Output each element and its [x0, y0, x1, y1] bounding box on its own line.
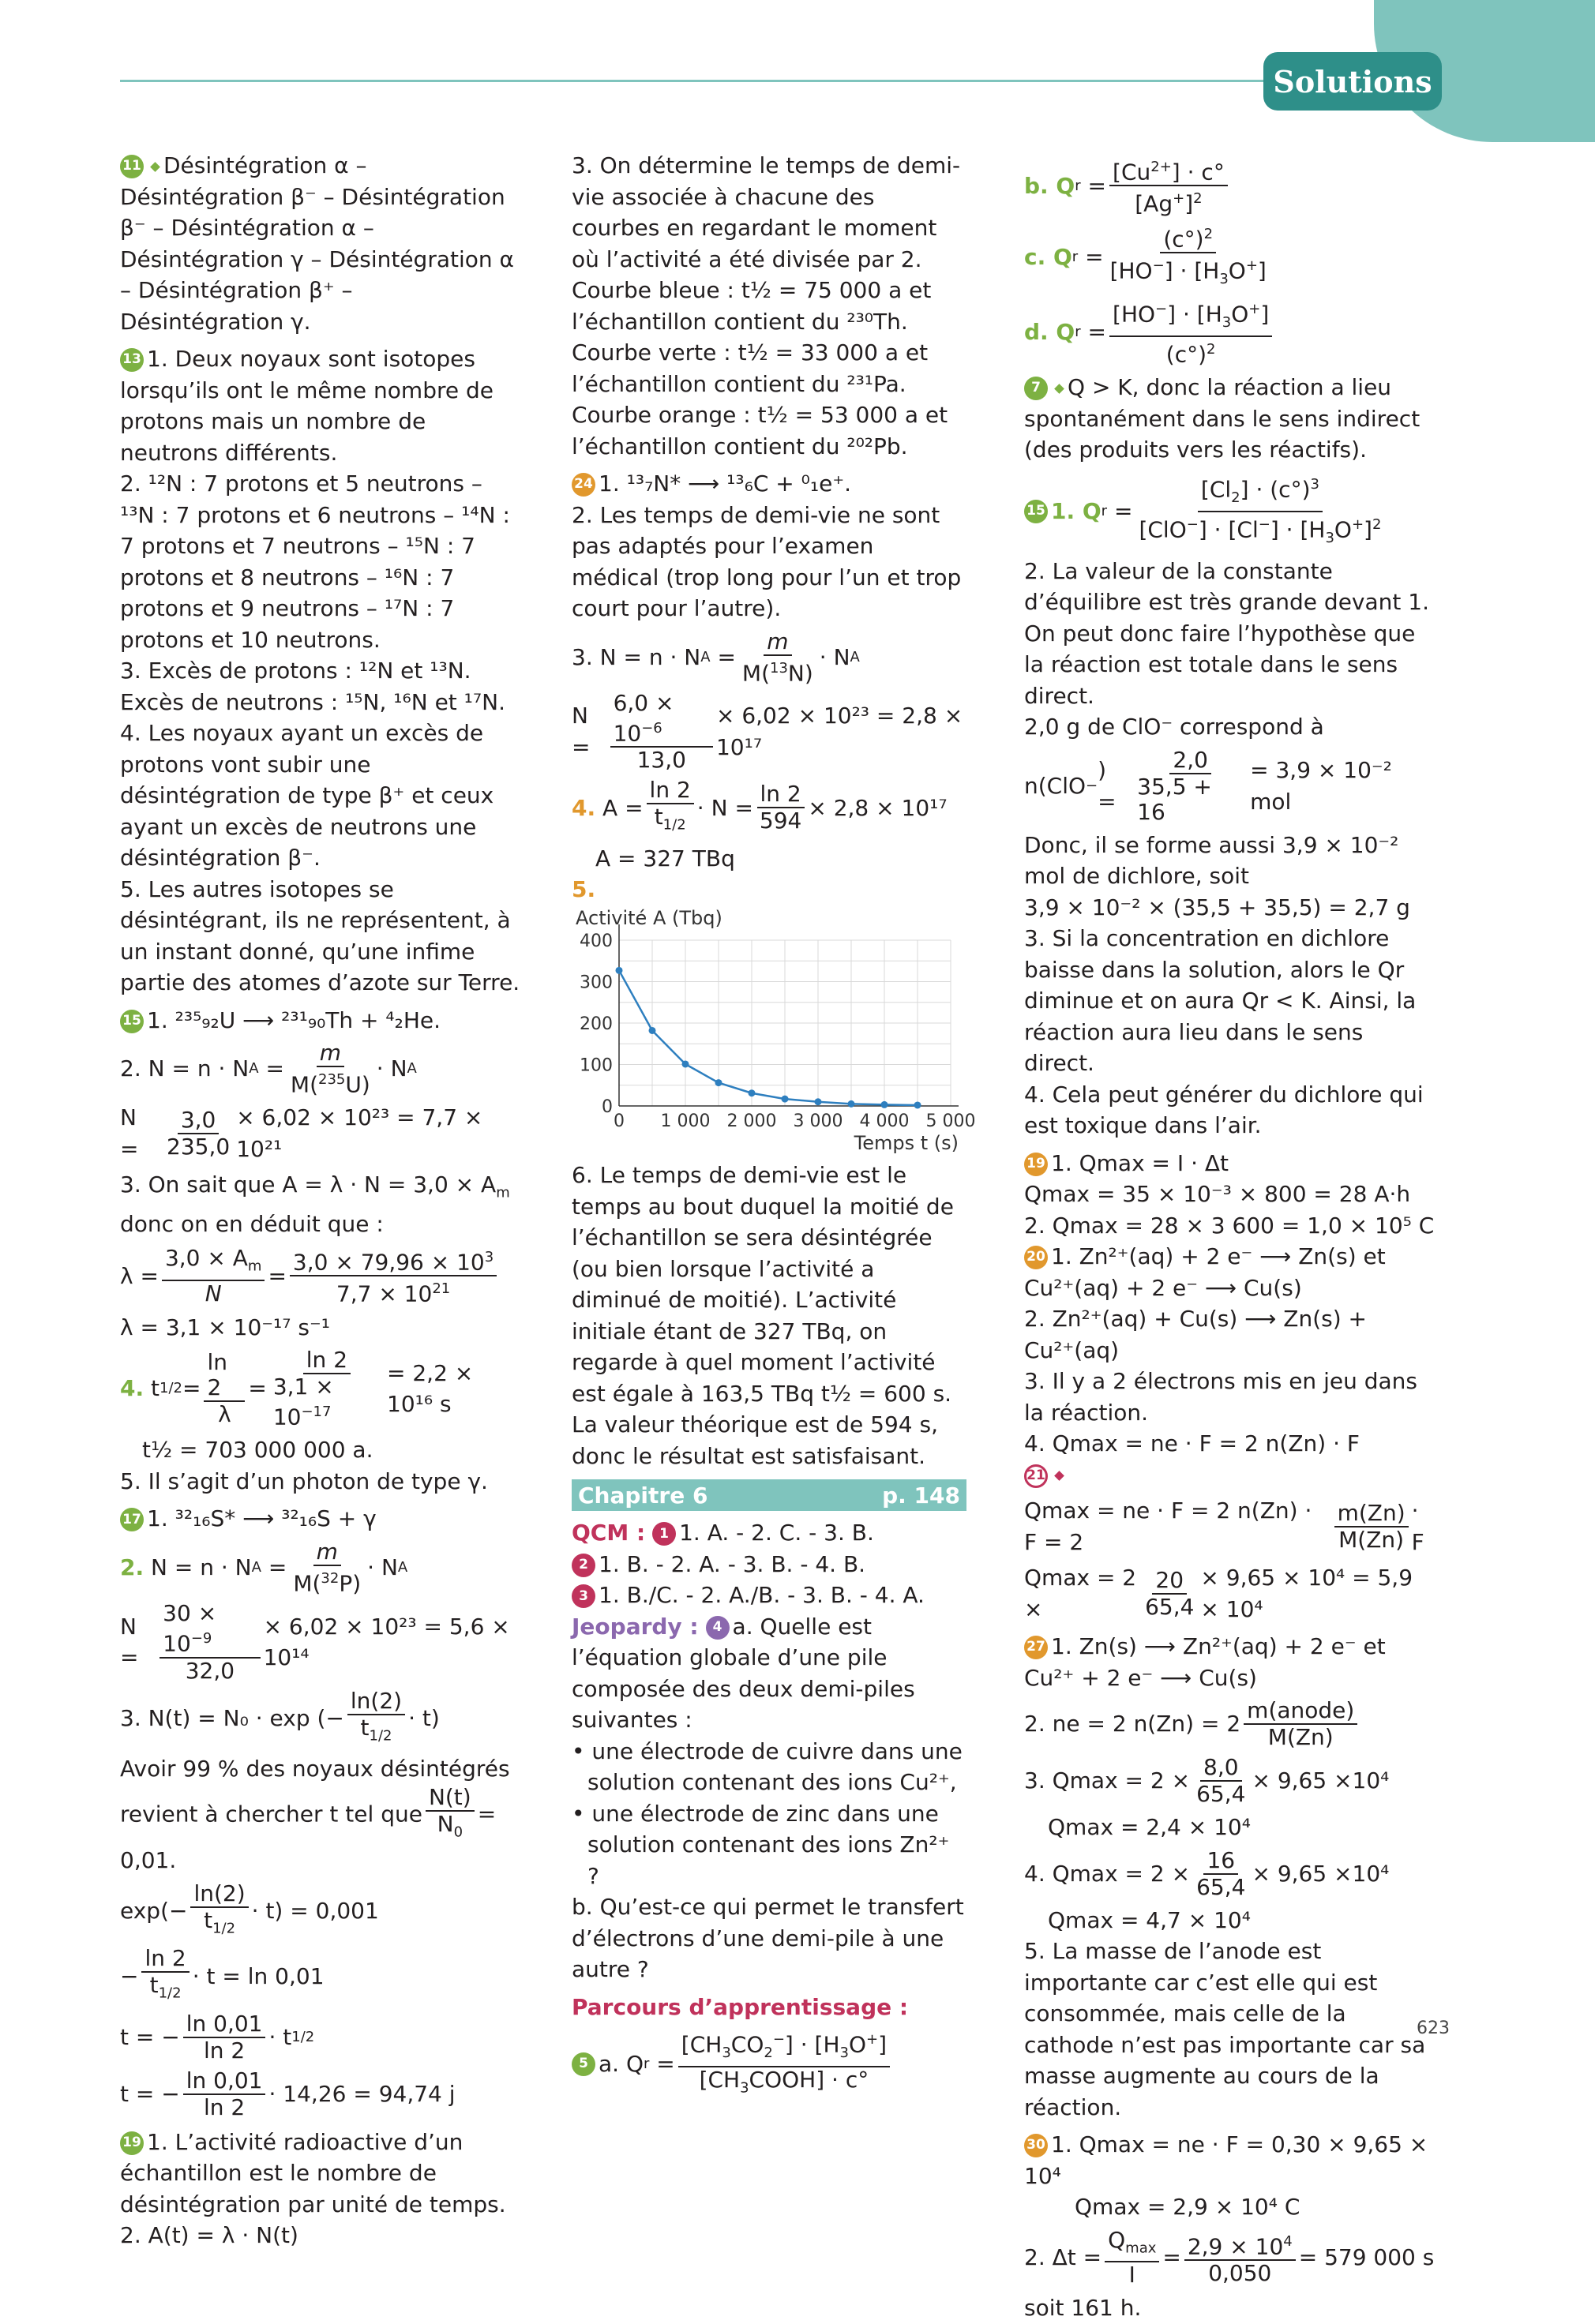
eq-c: c. Q r = $(c^\circ)^2$ $[HO^-] \cdot [H_3O^+]$	[1024, 222, 1435, 292]
x-tick-label: 4 000	[859, 1111, 910, 1131]
ex-number-badge: 5	[572, 2052, 595, 2076]
ex21-eq1: Qmax = ne · F = 2 n(Zn) · F = 2 m(Zn) M(Zn) · F	[1024, 1497, 1424, 1555]
qcm-line-3: 3 1. B./C. - 2. A./B. - 3. B. - 4. A.	[572, 1580, 966, 1611]
ex-number-badge: 19	[1024, 1153, 1048, 1176]
y-tick-label: 0	[602, 1096, 613, 1117]
jeopardy-b: b. Qu’est-ce qui permet le transfert d’électrons d’une demi-pile à une autre ?	[572, 1894, 964, 1983]
data-point	[616, 967, 623, 974]
header-rule	[120, 80, 1273, 82]
ex30-p2c: soit 161 h.	[1024, 2295, 1142, 2322]
diamond-icon	[150, 162, 160, 172]
ex19-p1: 19 1. L’activité radioactive d’un échantillon est le nombre de désintégration par unité de temps.	[120, 2128, 506, 2217]
y-tick-label: 100	[580, 1055, 613, 1076]
page-number: 623	[1417, 2019, 1450, 2038]
y-tick-label: 200	[580, 1014, 613, 1034]
data-point	[848, 1100, 855, 1108]
ex17-eq6: − ln 2 $t_{1/2}$ · t = ln 0,01	[120, 1945, 325, 2002]
ex15-p2: 2. La valeur de la constante d’équilibre est très grande devant 1. On peut donc faire l’hypothèse que la réaction est totale dans le sens direct.	[1024, 557, 1429, 709]
qcm-line-2: 2 1. B. - 2. A. - 3. B. - 4. B.	[572, 1549, 966, 1580]
jeopardy: Jeopardy : 4 a. Quelle est l’équation globale d’une pile composée des deux demi-piles suivantes :	[572, 1613, 915, 1734]
ex-number-badge: 27	[1024, 1636, 1048, 1659]
ex15-p3: 3. On sait que $A = \lambda \cdot N = 3,0 \times A_m$	[120, 1171, 510, 1201]
ex19-p2: 2. A(t) = λ · N(t)	[120, 2222, 298, 2249]
ex15-eq2: 2. N = n · N A = m M($^{235}$U) · N A	[120, 1040, 417, 1098]
diamond-icon	[1054, 1471, 1064, 1481]
c2-p3: 3. On détermine le temps de demi-vie associée à chacune des courbes en regardant le moment où l’activité a été divisée par 2.	[572, 152, 961, 272]
ex19-p2: 2. Qmax = 28 × 3 600 = 1,0 × 10⁵ C	[1024, 1212, 1435, 1239]
ex15-eq2b: N = $\frac{3,0}{235,0}$ × 6,02 × 10²³ = 7,7 × 10²¹	[120, 1104, 483, 1162]
data-point	[749, 1089, 756, 1096]
ex24-eq3: 3. N = n · N A = m M($^{13}$N) · N A	[572, 628, 860, 686]
list-item: • une électrode de zinc dans une solution contenant des ions Zn²⁺ ?	[572, 1800, 950, 1889]
ex17-eq2b: N = $\frac{30 \times 10^{-9}}{32,0}$ × 6,02 × 10²³ = 5,6 × 10¹⁴	[120, 1600, 510, 1684]
ex15-p4: 4. Cela peut générer du dichlore qui est toxique dans l’air.	[1024, 1081, 1424, 1138]
ex30-eq2: 2. Δt = $Q_{max}$ I = $\frac{2,9 \times 10^4}{0,050}$ = 579 000 s	[1024, 2226, 1435, 2288]
activity-chart	[572, 906, 976, 1154]
ex17-p1: 17 1. ³²₁₆S* ⟶ ³²₁₆S + γ	[120, 1503, 523, 1535]
ex17-p4: Avoir 99 % des noyaux désintégrés revient à chercher t tel que $\frac{N(t)}{N_0}$ = 0,01.	[120, 1756, 510, 1874]
list-item: • une électrode de cuivre dans une solution contenant des ions Cu²⁺,	[572, 1737, 963, 1796]
ex15-p3: 3. Si la concentration en dichlore baisse dans la solution, alors le Qr diminue et on aura Qr < K. Ainsi, la réaction aura lieu dans le sens direct.	[1024, 925, 1417, 1076]
ex27-p5: 5. La masse de l’anode est importante car c’est elle qui est consommée, mais celle de la cathode n’est pas importante car sa masse augmente au cours de la réaction.	[1024, 1938, 1426, 2120]
eq-b: b. Q r = $[Cu^{2+}] \cdot c^\circ$ $[Ag^+]^2$	[1024, 155, 1435, 217]
ex15-p1: 15 1. ²³⁵₉₂U ⟶ ²³¹₉₀Th + ⁴₂He.	[120, 1005, 523, 1036]
ex17-eq2: 2. N = n · N A = m M($^{32}$P) · N A	[120, 1538, 408, 1597]
ex19-p1: 19 1. Qmax = I · Δt	[1024, 1148, 1435, 1179]
ex20-p4: 4. Qmax = ne · F = 2 n(Zn) · F	[1024, 1430, 1360, 1456]
ex15-p4b: t½ = 703 000 000 a.	[142, 1437, 373, 1464]
ex15-p2e: 3,9 × 10⁻² × (35,5 + 35,5) = 2,7 g	[1024, 894, 1410, 920]
column-2	[572, 150, 976, 2106]
ex27-p3c: Qmax = 2,4 × 10⁴	[1048, 1814, 1251, 1840]
ex30-p1: 30 1. Qmax = ne · F = 0,30 × 9,65 × 10⁴	[1024, 2131, 1428, 2189]
ex13-p5: 5. Les autres isotopes se désintégrant, ils ne représentent, à un instant donné, qu’une infime partie des atomes d’azote sur Terre.	[120, 875, 520, 995]
ex-number-badge: 20	[1024, 1246, 1048, 1269]
ex27-p1: 27 1. Zn(s) ⟶ Zn²⁺(aq) + 2 e⁻ et Cu²⁺ + 2 e⁻ ⟶ Cu(s)	[1024, 1633, 1386, 1691]
section-title: Solutions	[1263, 52, 1442, 111]
ex24-eq3b: N = $\frac{6,0 \times 10^{-6}}{13,0}$ × 6,02 × 10²³ = 2,8 × 10¹⁷	[572, 689, 963, 774]
x-tick-label: 0	[614, 1111, 625, 1131]
data-point	[914, 1101, 921, 1108]
ex15-p2b: 2,0 g de ClO⁻ correspond à	[1024, 714, 1324, 740]
c2-blue: Courbe bleue : t½ = 75 000 a et l’échantillon contient du ²³⁰Th.	[572, 277, 932, 335]
ex-number-badge: 21	[1024, 1464, 1048, 1488]
ex13-p3: 3. Excès de protons : ¹²N et ¹³N. Excès de neutrons : ¹⁵N, ¹⁶N et ¹⁷N.	[120, 658, 505, 715]
ex13-p2: 2. ¹²N : 7 protons et 5 neutrons – ¹³N : 7 protons et 6 neutrons – ¹⁴N : 7 protons et 7 neutrons – ¹⁵N : 7 protons et 8 neutrons – ¹⁶N : 7 protons et 9 neutrons – ¹⁷N : 7 protons et 10 neutrons.	[120, 470, 510, 653]
ex24-p6: 6. Le temps de demi-vie est le temps au bout duquel la moitié de l’échantillon se sera désintégrée (ou bien lorsque l’activité a diminué de moitié). L’activité initiale étant de 327 TBq, on regarde à quel moment l’activité est égale à 163,5 TBq t½ = 600 s. La valeur théorique est de 594 s, donc le résultat est satisfaisant.	[572, 1162, 954, 1469]
qcm-badge: 3	[572, 1584, 595, 1608]
ex17-eq6b: t = − ln 0,01 ln 2 · t 1/2	[120, 2010, 315, 2063]
ex20-p1: 20 1. Zn²⁺(aq) + 2 e⁻ ⟶ Zn(s) et Cu²⁺(aq) + 2 e⁻ ⟶ Cu(s)	[1024, 1243, 1386, 1301]
data-point	[715, 1079, 722, 1086]
ex-number-badge: 15	[120, 1010, 144, 1033]
ex-number-badge: 7	[1024, 377, 1048, 400]
jeopardy-list	[572, 1736, 966, 1892]
ex24-p5: 5.	[572, 876, 596, 903]
parcours-title: Parcours d’apprentissage :	[572, 1993, 909, 2020]
y-axis-label: Activité A (Tbq)	[576, 906, 722, 929]
ex15-eq-lambda: λ = $3,0 \times A_m$ N = $3,0 \times 79,96 \times 10^3$ $7,7 \times 10^{21}$	[120, 1245, 523, 1307]
ex30-p1b: Qmax = 2,9 × 10⁴ C	[1075, 2194, 1300, 2220]
x-tick-label: 5 000	[925, 1111, 976, 1131]
ex15-p2d: Donc, il se forme aussi 3,9 × 10⁻² mol de dichlore, soit	[1024, 831, 1399, 889]
ex15-eq-t: 4. t 1/2 = ln 2 λ = $\frac{\ln 2}{3,1 \times 10^{-17}}$ = 2,2 × 10¹⁶ s	[120, 1347, 474, 1430]
ex24-p4b: A = 327 TBq	[595, 845, 735, 872]
ex24-p1: 24 1. ¹³₇N* ⟶ ¹³₆C + ⁰₁e⁺.	[572, 468, 966, 500]
column-3	[1024, 150, 1435, 2324]
data-point	[649, 1027, 656, 1034]
c2-orange: Courbe orange : t½ = 53 000 a et l’échantillon contient du ²⁰²Pb.	[572, 402, 948, 459]
ex17-eq5: exp(− $\frac{\ln(2)}{t_{1/2}}$ · t) = 0,001	[120, 1880, 379, 1937]
ex20-p3: 3. Il y a 2 électrons mis en jeu dans la réaction.	[1024, 1368, 1417, 1426]
data-point	[682, 1060, 689, 1067]
diamond-icon	[1054, 384, 1064, 394]
ex-number-badge: 15	[1024, 500, 1048, 523]
ex27-eq2: 2. ne = 2 n(Zn) = 2 m(anode) M(Zn)	[1024, 1698, 1435, 1750]
eq-d: d. Q r = $[HO^-] \cdot [H_3O^+]$ $(c^\circ)^2$	[1024, 297, 1435, 367]
ex5-eq: 5 a. Q r = $[CH_3CO_2^-] \cdot [H_3O^+]$ $[CH_3COOH] \cdot c^\circ$	[572, 2027, 966, 2101]
data-point	[782, 1095, 789, 1102]
x-tick-label: 3 000	[793, 1111, 843, 1131]
ex11: 11 Désintégration α – Désintégration β⁻ – Désintégration β⁻ – Désintégration α – Désintégration γ – Désintégration α – Désintégration β⁺ – Désintégration γ.	[120, 152, 514, 335]
ex-number-badge: 11	[120, 155, 144, 178]
ex-number-badge: 17	[120, 1508, 144, 1531]
ex15-p3c: λ = 3,1 × 10⁻¹⁷ s⁻¹	[120, 1314, 330, 1340]
x-tick-label: 2 000	[726, 1111, 777, 1131]
ex17-eq7: t = − ln 0,01 ln 2 · 14,26 = 94,74 j	[120, 2067, 456, 2120]
data-point	[881, 1101, 888, 1108]
ex-number-badge: 30	[1024, 2134, 1048, 2157]
column-1	[120, 150, 523, 2251]
ex-number-badge: 13	[120, 348, 144, 372]
ex-number-badge: 24	[572, 473, 595, 497]
ex-number-badge: 19	[120, 2131, 144, 2155]
qcm-line-1: QCM : 1 1. A. - 2. C. - 3. B.	[572, 1520, 874, 1546]
ex19-p1b: Qmax = 35 × 10⁻³ × 800 = 28 A·h	[1024, 1181, 1411, 1207]
chart-svg	[572, 906, 976, 1154]
ex20-p2: 2. Zn²⁺(aq) + Cu(s) ⟶ Zn(s) + Cu²⁺(aq)	[1024, 1306, 1367, 1363]
ex15-eq1: 15 1. Q r = $[Cl_2] \cdot (c^\circ)^3$ $[ClO^-] \cdot [Cl^-] \cdot [H_3O^+]^2$	[1024, 472, 1435, 551]
ex24-p2: 2. Les temps de demi-vie ne sont pas adaptés pour l’examen médical (trop long pour l’un et trop court pour l’autre).	[572, 501, 962, 621]
c2-green: Courbe verte : t½ = 33 000 a et l’échantillon contient du ²³¹Pa.	[572, 339, 929, 397]
y-tick-label: 400	[580, 931, 613, 951]
y-tick-label: 300	[580, 973, 613, 993]
ex21-eq2: Qmax = 2 × $\frac{20}{65,4}$ × 9,65 × 10⁴ = 5,9 × 10⁴	[1024, 1565, 1413, 1622]
ex7: 7 Q > K, donc la réaction a lieu spontanément dans le sens indirect (des produits vers les réactifs).	[1024, 374, 1420, 463]
ex13-p1: 13 1. Deux noyaux sont isotopes lorsqu’ils ont le même nombre de protons mais un nombre de neutrons différents.	[120, 346, 494, 466]
x-tick-label: 1 000	[660, 1111, 711, 1131]
qcm-badge: 1	[652, 1522, 676, 1546]
ex21-head	[1024, 1460, 1435, 1491]
data-point	[815, 1098, 822, 1105]
ex24-eq4: 4. A = ln 2 $t_{1/2}$ · N = $\frac{\ln 2}{594}$ × 2,8 × 10¹⁷	[572, 777, 948, 834]
qcm-badge: 2	[572, 1554, 595, 1577]
ex15-eq2: n(ClO − ) = $\frac{2,0}{35,5 + 16}$ = 3,9 × 10⁻² mol	[1024, 746, 1392, 825]
ex27-eq3: 3. Qmax = 2 × $\frac{8,0}{65,4}$ × 9,65 ×10⁴	[1024, 1754, 1390, 1807]
ex13-p4: 4. Les noyaux ayant un excès de protons vont subir une désintégration de type β⁺ et ceux ayant un excès de neutrons une désintégration β⁻.	[120, 720, 494, 871]
ex27-eq4: 4. Qmax = 2 × $\frac{16}{65,4}$ × 9,65 ×10⁴	[1024, 1846, 1390, 1900]
chapter-banner: Chapitre 6 p. 148	[572, 1479, 966, 1511]
jeopardy-badge: 4	[706, 1616, 730, 1640]
ex27-p4c: Qmax = 4,7 × 10⁴	[1048, 1906, 1251, 1933]
ex15-p3b: donc on en déduit que :	[120, 1211, 384, 1238]
ex17-eq3: 3. N(t) = N₀ · exp (− ln(2) $t_{1/2}$ · t)	[120, 1687, 440, 1745]
x-axis-label: Temps t (s)	[854, 1131, 959, 1154]
ex15-p5: 5. Il s’agit d’un photon de type γ.	[120, 1467, 488, 1494]
